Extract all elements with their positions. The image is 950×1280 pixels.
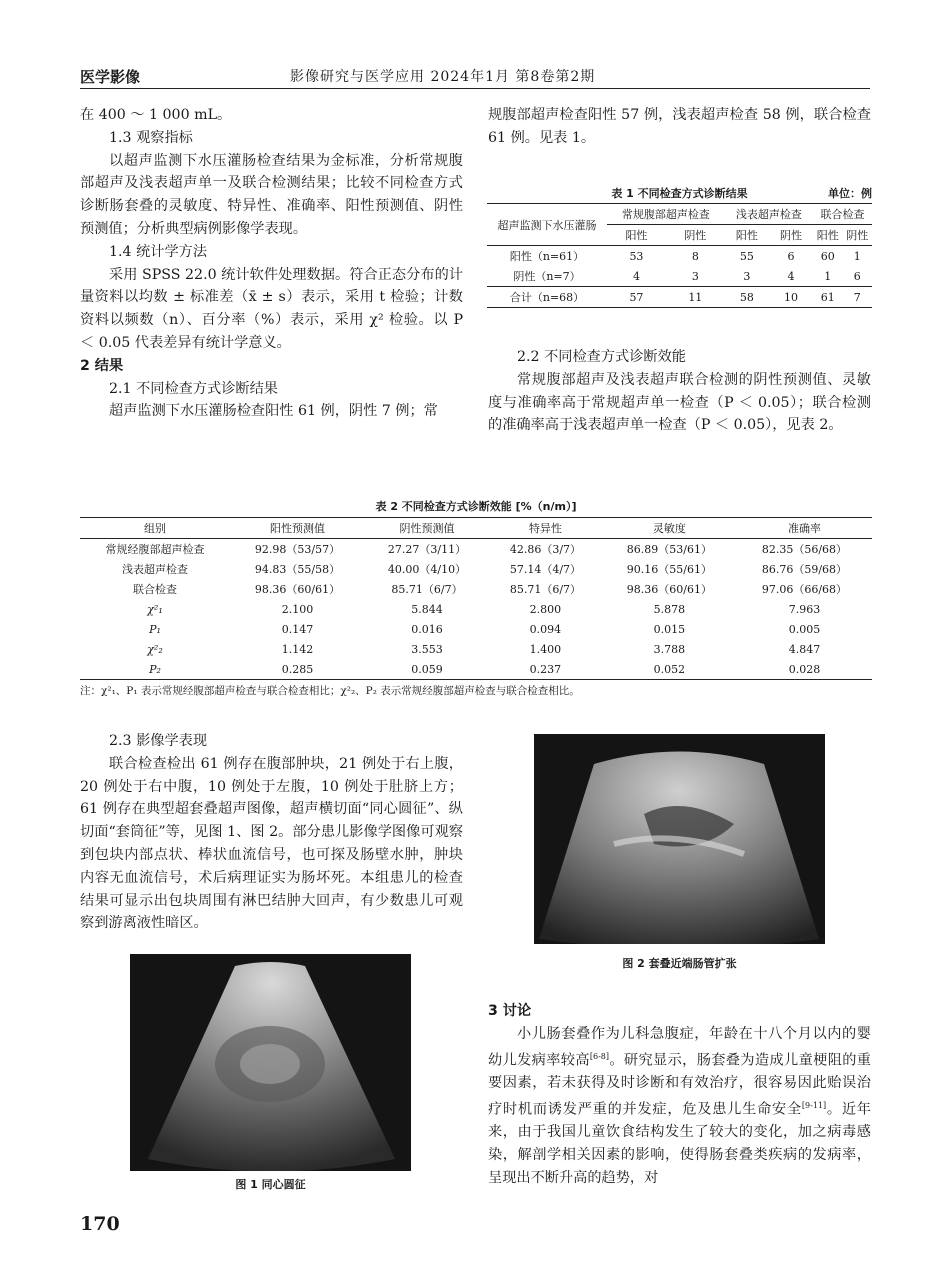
table-cell: 57.14（4/7） bbox=[509, 563, 582, 576]
paragraph: 以超声监测下水压灌肠检查结果为金标准，分析常规腹部超声及浅表超声单一及联合检测结果；比较不同检查方式诊断肠套叠的灵敏度、特异性、准确率、阳性预测值、阴性预测值；分析典型病例影像学表现。 bbox=[80, 152, 463, 237]
heading-3: 3 讨论 bbox=[488, 1003, 532, 1019]
ultrasound-image bbox=[534, 734, 825, 944]
paragraph: 在 400 ～ 1 000 mL。 bbox=[80, 107, 232, 123]
table-cell: 6 bbox=[787, 249, 795, 263]
table-cell: χ²₂ bbox=[147, 642, 163, 656]
table-cell: 27.27（3/11） bbox=[387, 543, 467, 556]
table1-subhead: 阴性 bbox=[684, 229, 707, 242]
figure-2-caption: 图 2 套叠近端肠管扩张 bbox=[622, 957, 737, 970]
table-cell: 85.71（6/7） bbox=[509, 583, 582, 596]
figure-2-image bbox=[534, 734, 825, 944]
figure-1-caption: 图 1 同心圆征 bbox=[235, 1178, 306, 1191]
table-cell: 0.016 bbox=[411, 622, 443, 636]
page-number: 170 bbox=[80, 1213, 120, 1235]
table1-group: 联合检查 bbox=[813, 204, 872, 225]
table-cell: 0.052 bbox=[653, 662, 686, 676]
table-cell: 阳性（n=61） bbox=[509, 250, 585, 263]
table1-subhead: 阳性 bbox=[735, 229, 758, 242]
table-cell: 3.553 bbox=[411, 642, 443, 656]
table-cell: 0.015 bbox=[653, 622, 686, 636]
citation: [6-8] bbox=[589, 1051, 610, 1061]
text-run: 小儿肠套叠作为儿科急腹症，年龄在十八个月以内的婴幼儿发病率较高 bbox=[488, 1025, 871, 1069]
table-cell: χ²₁ bbox=[147, 602, 163, 616]
text-run: 。近年来，由于我国儿童饮食结构发生了较大的变化，加之病毒感染，解剖学相关因素的影响，使得肠套叠类疾病的发病率，呈现出不断升高的趋势，对 bbox=[488, 1101, 871, 1187]
table1-subhead: 阳性 bbox=[625, 229, 648, 242]
table-row bbox=[487, 246, 872, 267]
table-cell: 94.83（55/58） bbox=[254, 563, 341, 576]
table1-subhead: 阳性 bbox=[816, 229, 839, 242]
figure-1-image bbox=[130, 954, 411, 1171]
table-cell: 2.800 bbox=[529, 602, 562, 616]
table-cell: 联合检查 bbox=[133, 583, 177, 596]
citation: [9-11] bbox=[801, 1100, 827, 1110]
table2-caption: 表 2 不同检查方式诊断效能 [%（n/m）] bbox=[375, 500, 577, 513]
table1-group: 常规腹部超声检查 bbox=[607, 204, 725, 225]
table2-header: 特异性 bbox=[528, 522, 562, 535]
table-header-row bbox=[80, 518, 872, 539]
table-cell: 合计（n=68） bbox=[509, 291, 585, 304]
table-cell: 97.06（66/68） bbox=[761, 583, 848, 596]
table-cell: 0.094 bbox=[529, 622, 562, 636]
table-row bbox=[80, 539, 872, 560]
table1-subhead: 阴性 bbox=[846, 229, 869, 242]
table1-unit: 单位：例 bbox=[828, 187, 872, 200]
table1-title: 表 1 不同检查方式诊断结果 bbox=[611, 187, 748, 200]
table-cell: 3 bbox=[743, 269, 751, 283]
table-cell: 85.71（6/7） bbox=[391, 583, 463, 596]
table1-group: 浅表超声检查 bbox=[725, 204, 813, 225]
table-cell: 7.963 bbox=[788, 602, 821, 616]
table-cell: P₂ bbox=[149, 662, 161, 676]
table2-header: 阴性预测值 bbox=[399, 522, 455, 535]
table-cell: 1 bbox=[853, 249, 861, 263]
table-cell: 92.98（53/57） bbox=[254, 543, 341, 556]
table-cell: 5.878 bbox=[653, 602, 686, 616]
table2-header: 灵敏度 bbox=[652, 522, 686, 535]
heading-2-1: 2.1 不同检查方式诊断结果 bbox=[109, 380, 278, 397]
table-row bbox=[487, 287, 872, 308]
table-cell: 61 bbox=[820, 290, 835, 304]
heading-2-2: 2.2 不同检查方式诊断效能 bbox=[517, 349, 686, 365]
table1-rowhead: 超声监测下水压灌肠 bbox=[487, 204, 607, 246]
table-cell: 0.028 bbox=[788, 662, 821, 676]
paragraph: 采用 SPSS 22.0 统计软件处理数据。符合正态分布的计量资料以均数 ± 标准差（x̄ ± s）表示，采用 t 检验；计数资料以频数（n）、百分率（%）表示，采用 χ² 检验。以 P ＜ 0.05 代表差异有统计学意义。 bbox=[80, 266, 463, 351]
table-cell: 4 bbox=[787, 269, 795, 283]
paragraph: 联合检查检出 61 例存在腹部肿块，21 例处于右上腹，20 例处于右中腹，10 例处于左腹，10 例处于肚脐上方；61 例存在典型超套叠超声图像，超声横切面“同心圆征”、纵切面“套筒征”等，见图 1、图 2。部分患儿影像学图像可观察到包块内部点状、棒状血流信号，也可探及肠壁水肿，肿块内容无血流信号，术后病理证实为肠坏死。本组患儿的检查结果可显示出包块周围有淋巴结肿大回声，有少数患儿可观察到游离液性暗区。 bbox=[80, 755, 463, 932]
table-cell: 0.147 bbox=[281, 622, 314, 636]
table2-note: 注：χ²₁、P₁ 表示常规经腹部超声检查与联合检查相比；χ²₂、P₂ 表示常规经腹部超声检查与联合检查相比。 bbox=[80, 685, 580, 697]
left-column-bottom bbox=[80, 730, 463, 935]
table-cell: 58 bbox=[739, 290, 754, 304]
ultrasound-image bbox=[130, 954, 411, 1171]
table-cell: 1 bbox=[824, 269, 832, 283]
table-cell: 4.847 bbox=[788, 642, 821, 656]
table-cell: 阴性（n=7） bbox=[513, 270, 581, 283]
table-cell: 98.36（60/61） bbox=[626, 583, 712, 596]
table-cell: 0.059 bbox=[411, 662, 443, 676]
journal-info: 影像研究与医学应用 2024年1月 第8卷第2期 bbox=[290, 69, 596, 85]
table-cell: 7 bbox=[853, 290, 861, 304]
table-cell: 6 bbox=[853, 269, 861, 283]
table-cell: 常规经腹部超声检查 bbox=[105, 543, 205, 556]
table-cell: 0.285 bbox=[281, 662, 314, 676]
table-cell: 57 bbox=[629, 290, 644, 304]
table-cell: 60 bbox=[820, 249, 835, 263]
table-cell: 4 bbox=[632, 269, 640, 283]
heading-2-3: 2.3 影像学表现 bbox=[109, 733, 208, 749]
paragraph: 常规腹部超声及浅表超声联合检测的阴性预测值、灵敏度与准确率高于常规超声单一检查（P ＜ 0.05）；联合检测的准确率高于浅表超声单一检查（P ＜ 0.05），见表 2。 bbox=[488, 371, 871, 434]
table-cell: 3 bbox=[691, 269, 699, 283]
heading-1-3: 1.3 观察指标 bbox=[109, 129, 193, 146]
table-cell: 8 bbox=[691, 249, 699, 263]
heading-1-4: 1.4 统计学方法 bbox=[109, 243, 208, 260]
table-cell: 5.844 bbox=[411, 602, 443, 616]
table2-header: 阳性预测值 bbox=[270, 522, 326, 535]
table-row bbox=[80, 659, 872, 680]
table-cell: 82.35（56/68） bbox=[761, 543, 848, 556]
table1-subhead: 阴性 bbox=[779, 229, 802, 242]
table-cell: 42.86（3/7） bbox=[509, 543, 582, 556]
table-cell: 11 bbox=[688, 290, 703, 304]
paragraph bbox=[488, 1023, 871, 1190]
table1-caption bbox=[487, 185, 872, 201]
table1 bbox=[487, 203, 872, 308]
paragraph: 超声监测下水压灌肠检查阳性 61 例，阴性 7 例；常 bbox=[109, 403, 438, 420]
table-cell: 98.36（60/61） bbox=[254, 583, 341, 596]
table-cell: 90.16（55/61） bbox=[626, 563, 712, 576]
left-column-top bbox=[80, 104, 463, 423]
table-row bbox=[80, 579, 872, 599]
table-cell: 浅表超声检查 bbox=[122, 563, 188, 576]
text-run: 。研究显示，肠套叠为造成儿童梗阻的重要因素，若未获得及时诊断和有效治疗，很容易因此贻误治疗时机而诱发严重的并发症，危及患儿生命安全 bbox=[488, 1052, 871, 1118]
paragraph: 规腹部超声检查阳性 57 例，浅表超声检查 58 例，联合检查 61 例。见表 1。 bbox=[488, 107, 871, 146]
table-cell: 86.76（59/68） bbox=[761, 563, 848, 576]
table2 bbox=[80, 517, 872, 680]
table-row bbox=[80, 599, 872, 619]
right-column-mid bbox=[488, 346, 871, 437]
table2-header: 组别 bbox=[144, 522, 166, 535]
table2-header: 准确率 bbox=[787, 522, 821, 535]
table-cell: 86.89（53/61） bbox=[626, 543, 712, 556]
section-label: 医学影像 bbox=[80, 68, 141, 86]
table-cell: 1.400 bbox=[529, 642, 562, 656]
table-cell: 3.788 bbox=[653, 642, 686, 656]
table-cell: 10 bbox=[783, 290, 798, 304]
table-cell: 0.237 bbox=[529, 662, 562, 676]
header-rule bbox=[80, 88, 870, 89]
table-row bbox=[80, 559, 872, 579]
heading-2: 2 结果 bbox=[80, 357, 124, 374]
table-cell: 40.00（4/10） bbox=[387, 563, 467, 576]
right-column-top bbox=[488, 104, 871, 150]
table-cell: 1.142 bbox=[281, 642, 314, 656]
table-row bbox=[80, 619, 872, 639]
table-cell: 2.100 bbox=[281, 602, 314, 616]
table-row bbox=[487, 266, 872, 287]
table-cell: 53 bbox=[629, 249, 644, 263]
table-cell: 55 bbox=[739, 249, 754, 263]
table-cell: 0.005 bbox=[788, 622, 821, 636]
table-cell: P₁ bbox=[149, 622, 161, 636]
right-column-bottom bbox=[488, 1000, 871, 1190]
table-row bbox=[80, 639, 872, 659]
